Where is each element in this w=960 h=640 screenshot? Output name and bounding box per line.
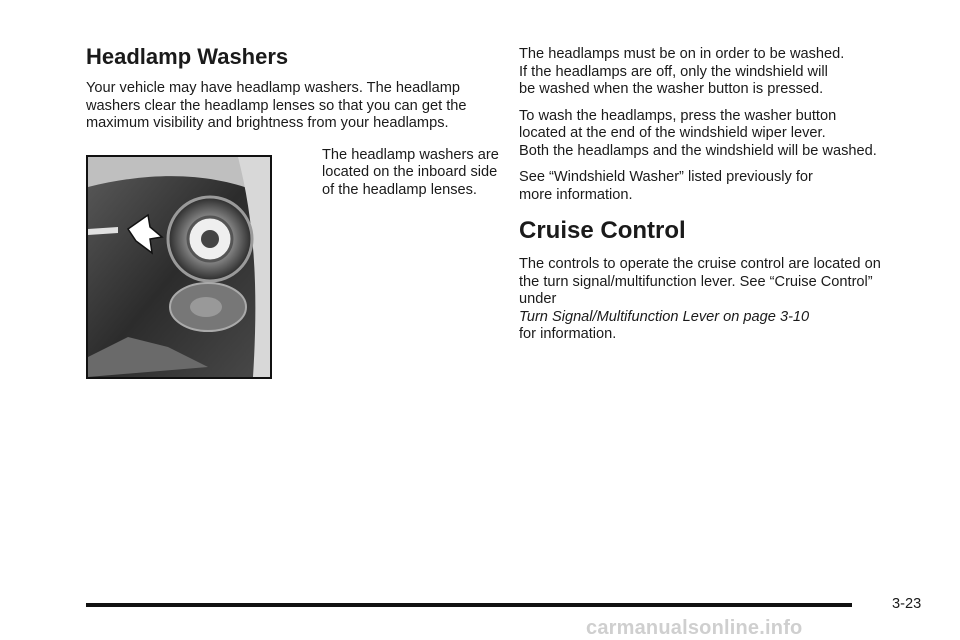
text-line: [519, 291, 929, 326]
text-line: more information.: [519, 186, 633, 203]
footer-rule: [86, 603, 852, 607]
headlamp-washers-intro: Your vehicle may have headlamp washers. The headlamp washers clear the headlamp lenses so that you can get the maximum visibility and brightness from your headlamps.: [86, 80, 467, 131]
caption-line: The headlamp washers are: [322, 146, 499, 163]
caption-line: located on the inboard side: [322, 164, 498, 180]
text-line: located at the end of the windshield wiper lever.: [519, 125, 826, 141]
headlamp-image: [88, 157, 270, 377]
caption-line: of the headlamp lenses.: [322, 181, 477, 198]
text-line: To wash the headlamps, press the washer button: [519, 107, 837, 124]
text-line: the turn signal/multifunction lever. See “Cruise Control”: [519, 273, 873, 290]
text-line: The controls to operate the cruise control are located on: [519, 256, 881, 272]
text-line: If the headlamps are off, only the windshield will: [519, 63, 828, 80]
headlamp-on-paragraph: [519, 46, 929, 99]
headlamp-illustration: [86, 155, 272, 379]
text-line: be washed when the washer button is pressed.: [519, 81, 824, 97]
watermark-text: carmanualsonline.info: [586, 617, 803, 639]
section-heading-cruise-control: Cruise Control: [519, 217, 686, 244]
right-column: [519, 46, 929, 353]
text-line: The headlamps must be on in order to be washed.: [519, 46, 845, 62]
cross-reference-link[interactable]: Turn Signal/Multifunction Lever on page 3-10: [519, 308, 810, 325]
caption-text: [322, 147, 502, 200]
figure-block: [86, 146, 499, 377]
figure-caption: [322, 147, 502, 200]
cruise-control-paragraph: [519, 256, 929, 344]
section-heading-headlamp-washers: Headlamp Washers: [86, 44, 289, 69]
text-line: for information.: [519, 326, 617, 342]
text-line: Both the headlamps and the windshield will be washed.: [519, 142, 877, 159]
left-column: [86, 42, 499, 377]
page-number: 3-23: [892, 596, 922, 612]
see-also-paragraph: [519, 169, 929, 204]
text-line: See “Windshield Washer” listed previously for: [519, 169, 813, 185]
text-fragment: under: [519, 291, 557, 307]
wash-instructions-paragraph: [519, 108, 929, 161]
